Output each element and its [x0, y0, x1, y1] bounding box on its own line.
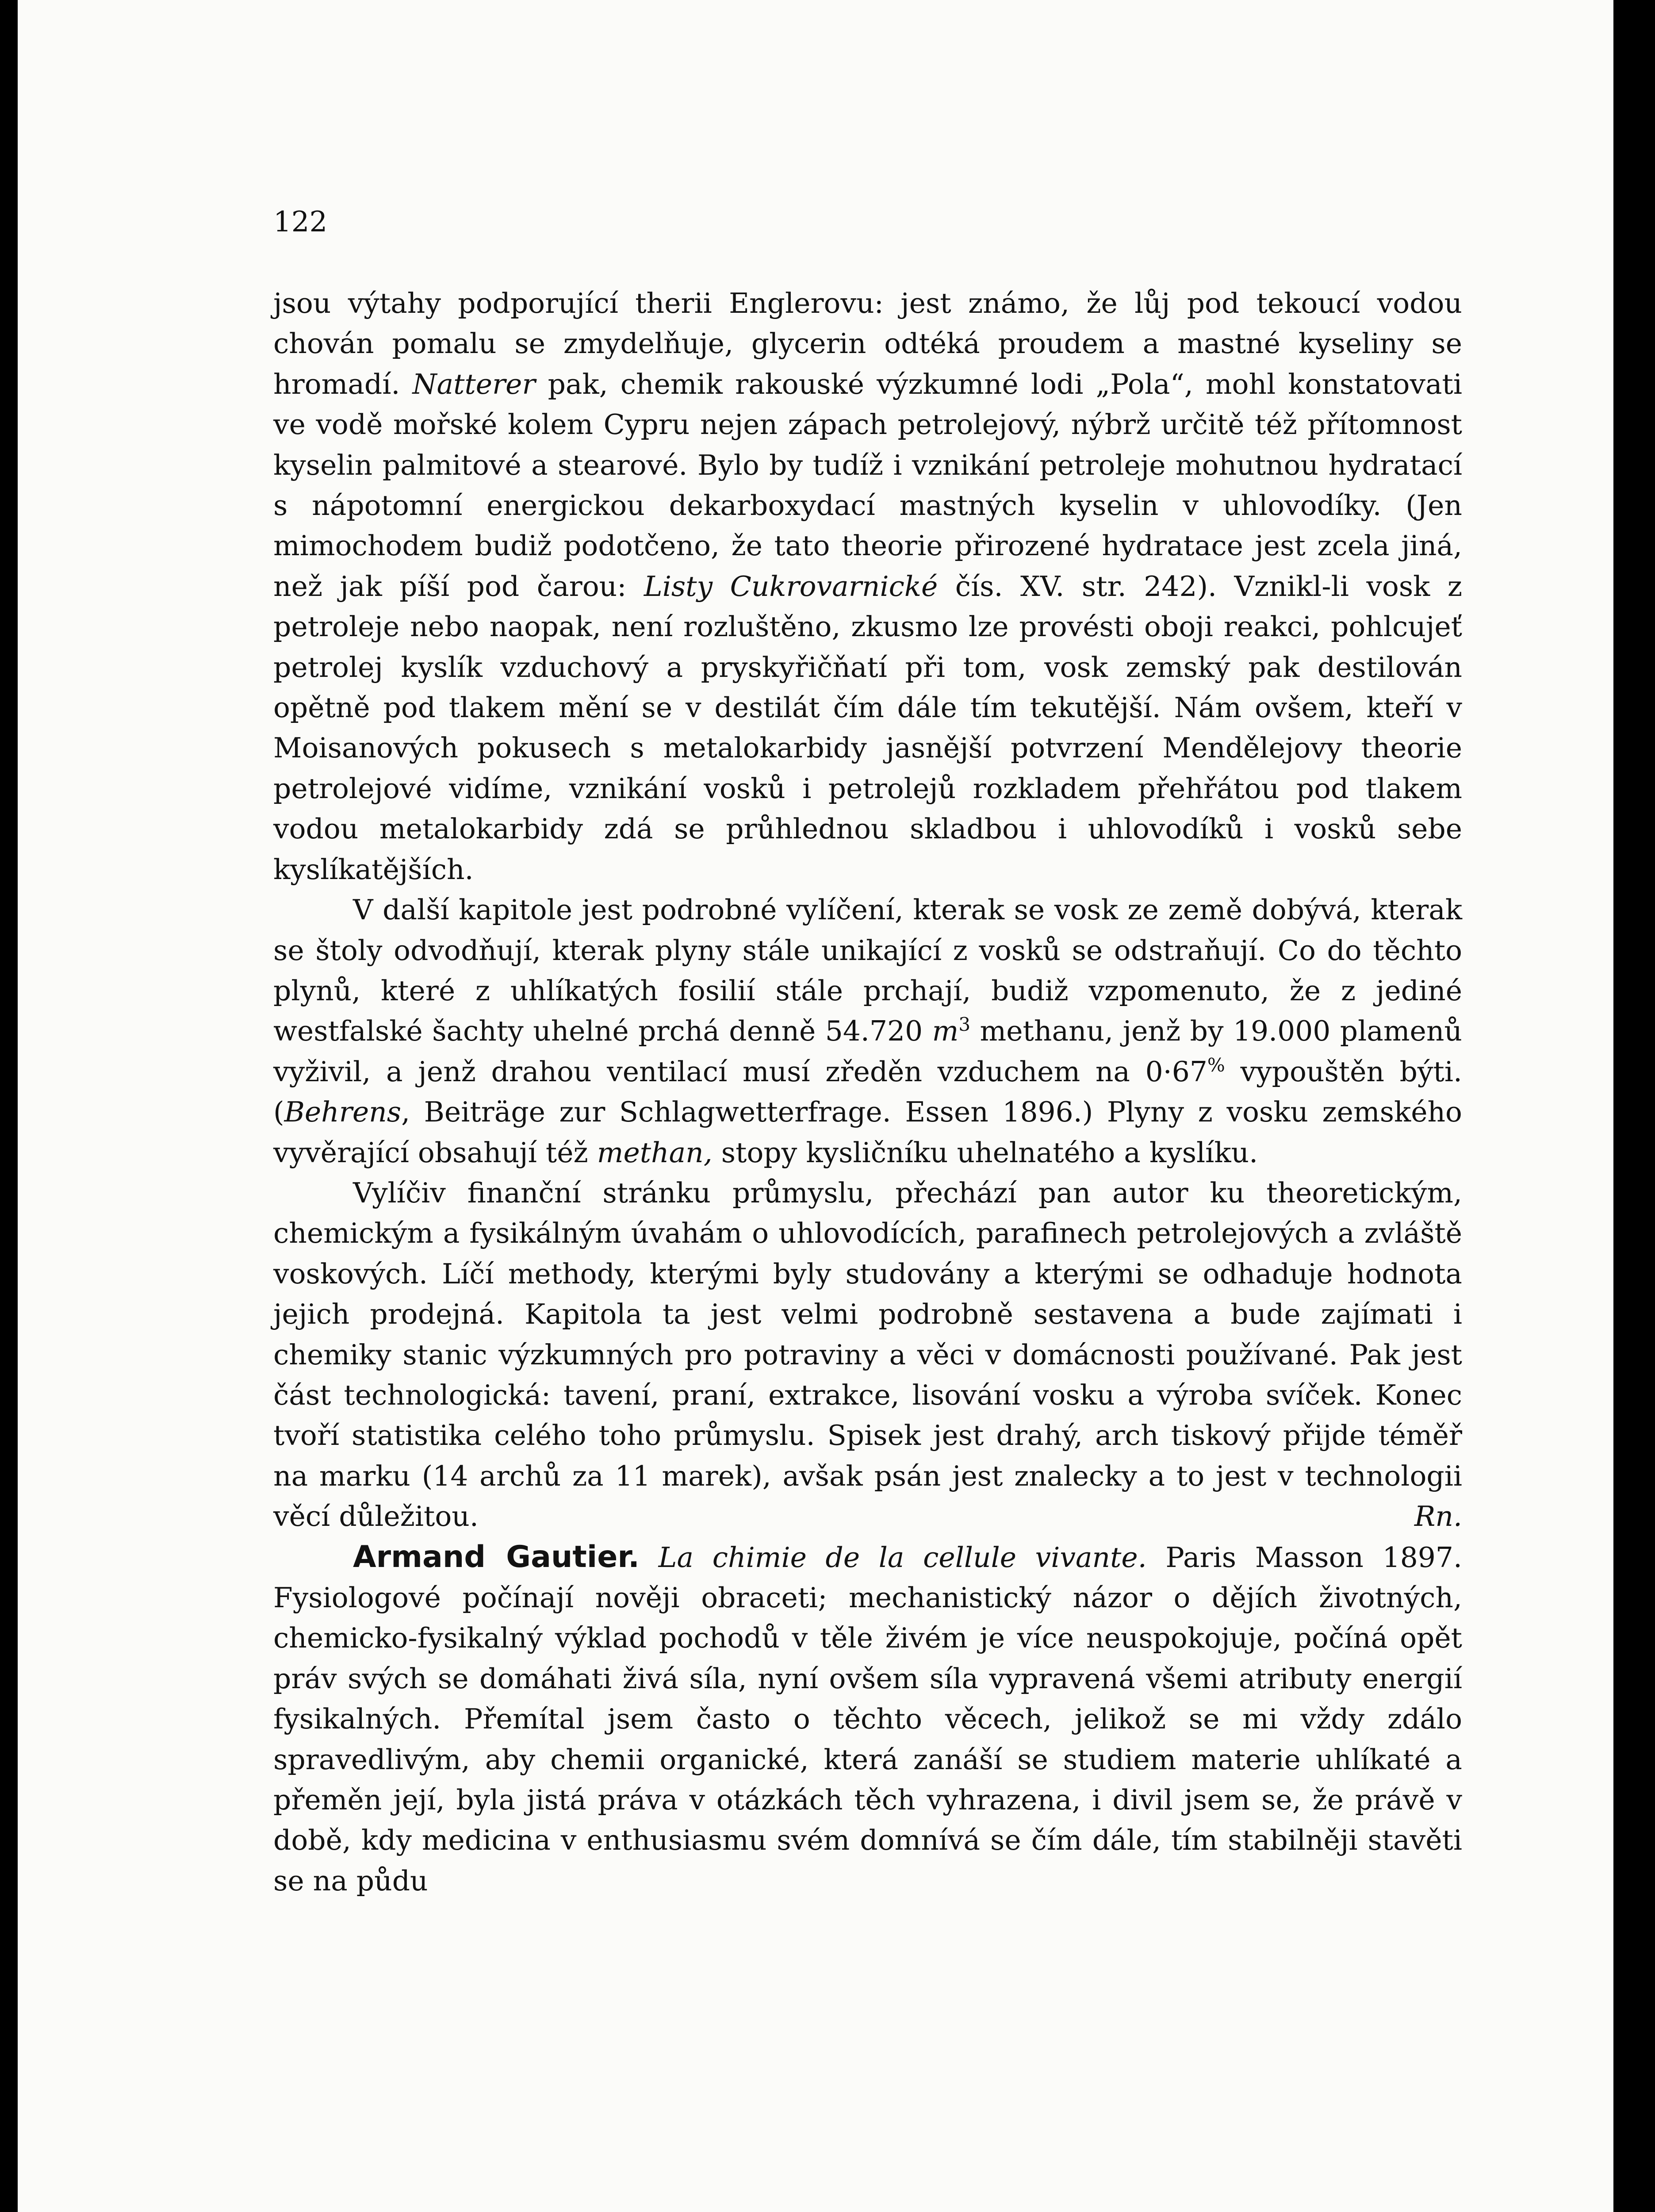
page-number: 122	[273, 206, 328, 238]
percent-sign: %	[1207, 1054, 1225, 1076]
review1-paragraph-2	[273, 890, 1462, 1173]
review2-book-title: La chimie de la cellule vivante.	[658, 1541, 1147, 1574]
review2-author: Armand Gautier.	[353, 1539, 640, 1575]
page-body	[273, 283, 1462, 1901]
text-run: V další kapitole jest podrobné vylíčení, kterak se vosk ze země dobývá, kterak se štoly odvodňují, kterak plyny stále unikající z vosků se odstraňují. Co do těchto plynů, které z uhlíkatých fosilií stále prchají, budiž vzpomenuto, že z jediné westfalské šachty uhelné prchá denně 54.720	[273, 894, 1462, 1048]
scan-edge-right	[1613, 0, 1628, 2212]
review1-paragraph-1	[273, 283, 1462, 890]
text-run: , Beiträge zur Schlagwetterfrage. Essen 1896.) Plyny z vosku zemského vyvěrající obsahují též	[273, 1096, 1462, 1169]
text-run: Vylíčiv finanční stránku průmyslu, přechází pan autor ku theoretickým, chemickým a fysikálným úvahám o uhlovodících, parafinech petrolejových a zvláště voskových. Líčí methody, kterými byly studovány a kterými se odhaduje hodnota jejich prodejná. Kapitola ta jest velmi podrobně sestavena a bude zajímati i chemiky stanic výzkumných pro potraviny a věci v domácnosti používané. Pak jest část technologická: tavení, praní, extrakce, lisování vosku a výroba svíček. Konec tvoří statistika celého toho průmyslu. Spisek jest drahý, arch tiskový přijde téměř na marku (14 archů za 11 marek), avšak psán jest znalecky a to jest v technologii věcí důležitou.	[273, 1176, 1462, 1533]
unit: m	[932, 1015, 959, 1048]
text-run: jsou výtahy podporující therii Englerovu: jest známo, že lůj pod tekoucí vodou chován pomalu se zmydelňuje, glycerin odtéká proudem a mastné kyseliny se hromadí.	[273, 287, 1462, 400]
percent-value: 0·67	[1145, 1055, 1207, 1088]
text-run: vypouštěn býti. (	[273, 1055, 1463, 1129]
percentage	[1145, 1056, 1225, 1088]
review1-paragraph-3	[273, 1173, 1462, 1537]
text-run: pak, chemik rakouské výzkumné lodi „Pola“, mohl konstatovati ve vodě mořské kolem Cypru nejen zápach petrolejový, nýbrž určitě též přítomnost kyselin palmitové a stearové. Bylo by tudíž i vznikání petroleje mohutnou hydratací s nápotomní energickou dekarboxydací mastných kyselin v uhlovodíky. (Jen mimochodem budiž podotčeno, že tato theorie přirozené hydratace jest zcela jiná, než jak píší pod čarou:	[273, 368, 1462, 603]
name-natterer: Natterer	[412, 368, 536, 400]
author-behrens: Behrens	[284, 1096, 402, 1129]
text-run: čís. XV. str. 242). Vznikl-li vosk z petroleje nebo naopak, není rozluštěno, zkusmo lze provésti oboji reakci, pohlcujeť petrolej kyslík vzduchový a pryskyřičňatí při tom, vosk zemský pak destilován opětně pod tlakem mění se v destilát čím dále tím tekutější. Nám ovšem, kteří v Moisanových pokusech s metalokarbidy jasnější potvrzení Mendělejovy theorie petrolejové vidíme, vznikání vosků i petrolejů rozkladem přehřátou pod tlakem vodou metalokarbidy zdá se průhlednou skladbou i uhlovodíků i vosků sebe kyslíkatějších.	[273, 570, 1463, 886]
text-run: Fysiologové počínají nověji obraceti; mechanistický názor o dějích životných, chemicko-fysikalný výklad pochodů v těle živém je více neuspokojuje, počíná opět práv svých se domáhati živá síla, nyní ovšem síla vypravená všemi atributy energií fysikalných. Přemítal jsem často o těchto věcech, jelikož se mi vždy zdálo spravedlivým, aby chemii organické, která zanáší se studiem materie uhlíkaté a přeměn její, byla jistá práva v otázkách těch vyhrazena, i divil jsem se, že právě v době, kdy medicina v enthusiasmu svém domnívá se čím dále, tím stabilněji stavěti se na půdu	[273, 1582, 1462, 1897]
journal-title: Listy Cukrovarnické	[644, 570, 938, 603]
unit-exponent: 3	[958, 1014, 971, 1036]
review-signature: Rn.	[1414, 1500, 1462, 1533]
book-page	[18, 0, 1628, 2212]
review2-imprint: Paris Masson 1897.	[1146, 1541, 1462, 1574]
text-run: methanu, jenž by 19.000 plamenů vyživil, a jenž drahou ventilací musí zředěn vzduchem na	[273, 1015, 1462, 1088]
review2-paragraph	[273, 1537, 1462, 1901]
text-run: stopy kysličníku uhelnatého a kyslíku.	[712, 1136, 1258, 1169]
term-methan: methan,	[597, 1136, 713, 1169]
